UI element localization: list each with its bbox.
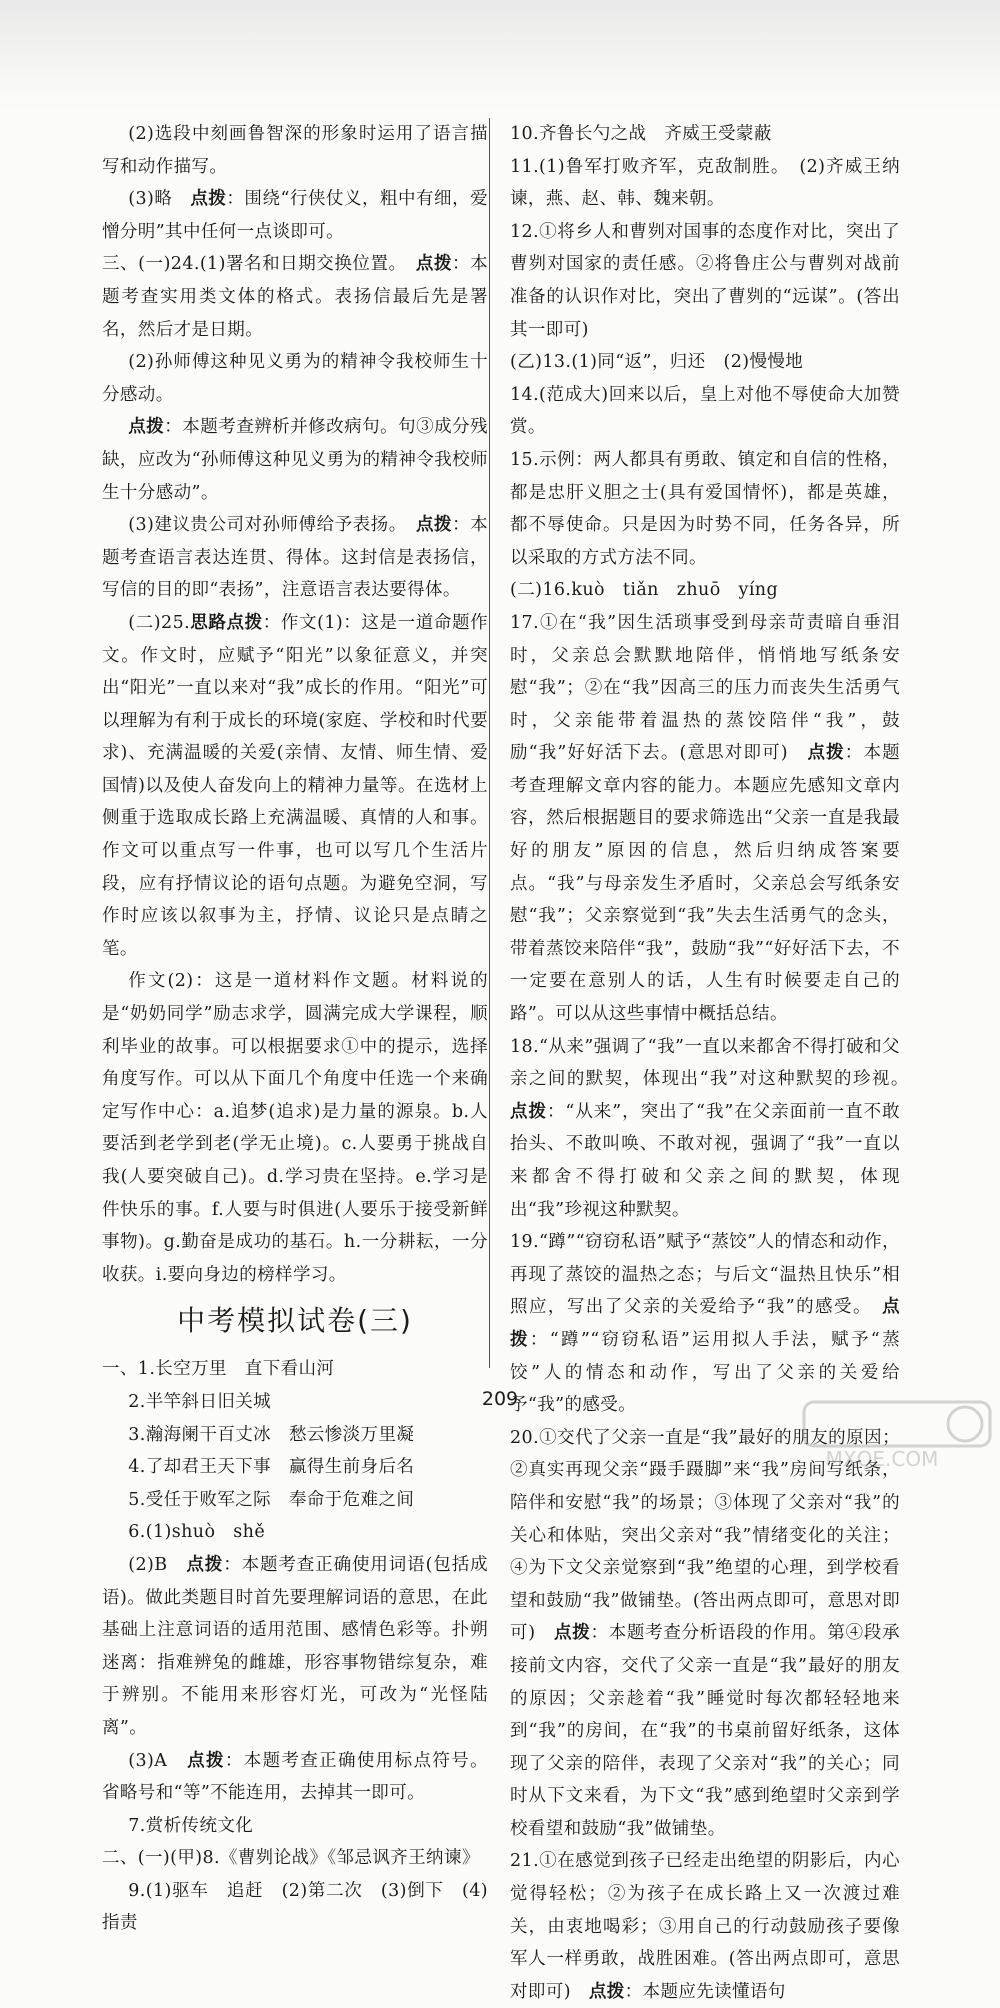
left-column (102, 118, 488, 1940)
answer-text: (二)25. (128, 612, 191, 633)
answer-paragraph (102, 118, 488, 183)
answer-paragraph (102, 346, 488, 411)
hint-label: 思路点拨 (190, 612, 263, 633)
answer-text: ：围绕“行侠仗义，粗中有细，爱憎分明”其中任何一点谈即可。 (102, 189, 488, 242)
hint-label: 点拨 (588, 1981, 625, 2002)
answer-text: 15.示例：两人都具有勇敢、镇定和自信的性格，都是忠肝义胆之士(具有爱国情怀)，都是英雄，都不辱使命。只是因为时势不同，任务各异，所以采取的方式方法不同。 (510, 449, 900, 568)
hint-label: 点拨 (510, 1297, 900, 1350)
answer-text: 18.“从来”强调了“我”一直以来都舍不得打破和父亲之间的默契，体现出“我”对这种默契的珍视。 (510, 1036, 918, 1090)
right-column (510, 118, 918, 2008)
answer-text: ：本题应先读懂语句 (624, 1981, 786, 2002)
answer-paragraph (102, 1745, 488, 1810)
answer-text: (二)16.kuò tiǎn zhuō yíng (510, 580, 779, 601)
answer-text: 17.①在“我”因生活琐事受到母亲苛责暗自垂泪时，父亲总会默默地陪伴，悄悄地写纸条安慰“我”；②在“我”因高三的压力而丧失生活勇气时，父亲能带着温热的蒸饺陪伴“我”，鼓励“我”好好活下去。(意思对即可) (510, 612, 900, 764)
answer-text: (2)孙师傅这种见义勇为的精神令我校师生十分感动。 (102, 352, 488, 405)
answer-text: (3)建议贵公司对孙师傅给予表扬。 (128, 515, 416, 536)
left-answers-bottom (102, 1353, 488, 1940)
answer-text: (乙)13.(1)同“返”，归还 (2)慢慢地 (510, 352, 804, 373)
hint-label: 点拨 (554, 1623, 591, 1644)
answer-text: 3.瀚海阑干百丈冰 愁云惨淡万里凝 (128, 1424, 415, 1445)
answer-paragraph (102, 1484, 488, 1517)
answer-paragraph (510, 379, 900, 444)
answer-paragraph (510, 1422, 900, 1846)
right-answers (510, 118, 918, 2008)
answer-paragraph (102, 509, 488, 607)
answer-paragraph (102, 183, 488, 248)
answer-text: 10.齐鲁长勺之战 齐威王受蒙蔽 (510, 124, 772, 144)
answer-text: ：本题考查分析语段的作用。第④段承接前文内容，交代了父亲一直是“我”最好的朋友的原因；父亲趁着“我”睡觉时每次都轻轻地来到“我”的房间，在“我”的书桌前留好纸条，这体现了父亲的陪伴，表现了父亲对“我”的关心；同时从下文来看，为下文“我”感到绝望时父亲到学校看望和鼓励“我”做铺垫。 (510, 1623, 900, 1839)
answer-text: 12.①将乡人和曹刿对国事的态度作对比，突出了曹刿对国家的责任感。②将鲁庄公与曹刿对战前准备的认识作对比，突出了曹刿的“远谋”。(答出其一即可) (510, 221, 900, 340)
answer-paragraph (510, 346, 900, 379)
answer-paragraph (510, 607, 900, 1031)
answer-text: 21.①在感觉到孩子已经走出绝望的阴影后，内心觉得轻松；②为孩子在成长路上又一次渡过难关，由衷地喝彩；③用自己的行动鼓励孩子要像军人一样勇敢，战胜困难。(答出两点即可，意思对即可) (510, 1851, 900, 2002)
answer-paragraph (510, 216, 900, 346)
answer-text: ：本题考查实用类文体的格式。表扬信最后先是署名，然后才是日期。 (102, 254, 488, 340)
answer-text: ：“蹲”“窃窃私语”运用拟人手法，赋予“蒸饺”人的情态和动作，写出了父亲的关爱给予“我”的感受。 (510, 1329, 900, 1416)
answer-text: ：本题考查正确使用词语(包括成语)。做此类题目时首先要理解词语的意思，在此基础上注意词语的适用范围、感情色彩等。扑朔迷离：指难辨兔的雌雄，形容事物错综复杂，难于辨别。不能用来形容灯光，可改为“光怪陆离”。 (102, 1554, 488, 1738)
answer-text: 19.“蹲”“窃窃私语”赋予“蒸饺”人的情态和动作，再现了蒸饺的温热之态；与后文“温热且快乐”相照应，写出了父亲的关爱给予“我”的感受。 (510, 1232, 900, 1318)
left-answers-top (102, 118, 488, 1291)
answer-paragraph (102, 248, 488, 346)
answer-paragraph (510, 574, 900, 607)
hint-label: 点拨 (190, 189, 227, 210)
answer-text: 20.①交代了父亲一直是“我”最好的朋友的原因；②真实再现父亲“蹑手蹑脚”来“我”房间写纸条，陪伴和安慰“我”的场景；③体现了父亲对“我”的关心和体贴，突出父亲对“我”情绪变化的关注；④为下文父亲觉察到“我”绝望的心理，到学校看望和鼓励“我”做铺垫。(答出两点即可，意思对即可) (510, 1427, 900, 1644)
answer-paragraph (510, 151, 900, 216)
answer-text: 14.(范成大)回来以后，皇上对他不辱使命大加赞赏。 (510, 384, 900, 438)
answer-paragraph (102, 1353, 488, 1386)
watermark-logo (800, 1398, 995, 1470)
column-divider (489, 118, 490, 1368)
answer-paragraph (102, 965, 488, 1291)
answer-text: (2)B (128, 1554, 187, 1575)
answer-paragraph (102, 607, 488, 966)
answer-paragraph (102, 1516, 488, 1549)
answer-paragraph (510, 1845, 900, 2008)
hint-label: 点拨 (187, 1750, 225, 1771)
answer-text: 11.(1)鲁军打败齐军，克敌制胜。 (2)齐威王纳谏，燕、赵、韩、魏来朝。 (510, 156, 900, 210)
answer-text: 三、(一)24.(1)署名和日期交换位置。 (102, 254, 416, 275)
answer-paragraph (510, 118, 900, 151)
watermark-text: MXQE.COM (825, 1447, 939, 1470)
answer-text: 4.了却君王天下事 赢得生前身后名 (128, 1457, 415, 1478)
answer-paragraph (102, 1810, 488, 1843)
answer-text: (3)略 (128, 189, 191, 210)
answer-text: ：“从来”，突出了“我”在父亲面前一直不敢抬头、不敢叫唤、不敢对视，强调了“我”一直以来都舍不得打破和父亲之间的默契，体现出“我”珍视这种默契。 (510, 1101, 900, 1220)
page-number: 209 (481, 1388, 519, 1410)
answer-text: 2.半竿斜日旧关城 (128, 1391, 272, 1412)
answer-text: (3)A (128, 1750, 188, 1771)
section-title: 中考模拟试卷(三) (177, 1304, 413, 1338)
answer-paragraph (102, 1549, 488, 1745)
answer-paragraph (102, 1419, 488, 1452)
hint-label: 点拨 (807, 743, 845, 764)
hint-label: 点拨 (128, 417, 165, 438)
answer-text: ：作文(1)：这是一道命题作文。作文时，应赋予“阳光”以象征意义，并突出“阳光”一直以来对“我”成长的作用。“阳光”可以理解为有利于成长的环境(家庭、学校和时代要求)、充满温暖的关爱(亲情、友情、师生情、爱国情)以及使人奋发向上的精神力量等。在选材上侧重于选取成长路上充满温暖、真情的人和事。作文可以重点写一件事，也可以写几个生活片段，应有抒情议论的语句点题。为避免空洞，写作时应该以叙事为主，抒情、议论只是点睛之笔。 (102, 612, 488, 959)
answer-paragraph (102, 1451, 488, 1484)
answer-text: 5.受任于败军之际 奉命于危难之间 (128, 1489, 415, 1510)
answer-paragraph (510, 444, 900, 574)
answer-paragraph (510, 1031, 918, 1227)
answer-text: ：本题考查语言表达连贯、得体。这封信是表扬信，写信的目的即“表扬”，注意语言表达要得体。 (102, 515, 488, 601)
answer-text: ：本题考查辨析并修改病句。句③成分残缺，应改为“孙师傅这种见义勇为的精神令我校师生十分感动”。 (102, 417, 488, 503)
hint-label: 点拨 (415, 254, 453, 275)
answer-text: ：本题考查理解文章内容的能力。本题应先感知文章内容，然后根据题目的要求筛选出“父亲一直是我最好的朋友”原因的信息，然后归纳成答案要点。“我”与母亲发生矛盾时，父亲总会写纸条安慰“我”；父亲察觉到“我”失去生活勇气的念头，带着蒸饺来陪伴“我”，鼓励“我”“好好活下去，不一定要在意别人的话，人生有时候要走自己的路”。可以从这些事情中概括总结。 (510, 743, 901, 1025)
answer-paragraph (102, 411, 488, 509)
answer-paragraph (102, 1842, 488, 1875)
page-top-shading (0, 0, 1000, 110)
hint-label: 点拨 (510, 1101, 547, 1122)
answer-text: 7.赏析传统文化 (128, 1815, 254, 1836)
answer-text: (2)选段中刻画鲁智深的形象时运用了语言描写和动作描写。 (102, 124, 488, 177)
answer-text: 一、1.长空万里 直下看山河 (102, 1359, 335, 1380)
hint-label: 点拨 (416, 515, 453, 536)
answer-text: 9.(1)驱车 追赶 (2)第二次 (3)倒下 (4)指责 (102, 1880, 488, 1934)
hint-label: 点拨 (186, 1554, 224, 1575)
answer-text: 二、(一)(甲)8.《曹刿论战》《邹忌讽齐王纳谏》 (102, 1848, 480, 1869)
answer-text: 作文(2)：这是一道材料作文题。材料说的是“奶奶同学”励志求学，圆满完成大学课程，顺利毕业的故事。可以根据要求①中的提示，选择角度写作。可以从下面几个角度中任选一个来确定写作中心：a.追梦(追求)是力量的源泉。b.人要活到老学到老(学无止境)。c.人要勇于挑战自我(人要突破自己)。d.学习贵在坚持。e.学习是件快乐的事。f.人要与时俱进(人要乐于接受新鲜事物)。g.勤奋是成功的基石。h.一分耕耘，一分收获。i.要向身边的榜样学习。 (102, 971, 488, 1285)
answer-text: 6.(1)shuò shě (128, 1522, 266, 1543)
answer-paragraph (102, 1875, 488, 1940)
answer-text: ：本题考查正确使用标点符号。省略号和“等”不能连用，去掉其一即可。 (102, 1750, 488, 1804)
